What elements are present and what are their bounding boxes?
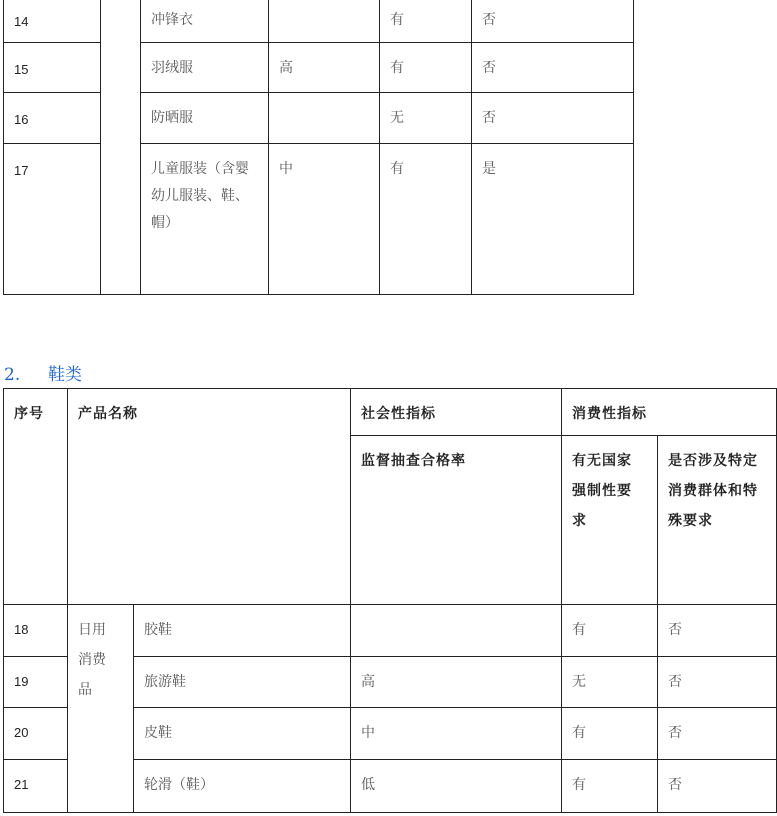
- product-name: 防晒服: [141, 93, 269, 144]
- product-name: 羽绒服: [141, 43, 269, 93]
- mandatory-requirement: 有: [380, 144, 472, 295]
- product-name: 胶鞋: [134, 605, 351, 657]
- product-name: 皮鞋: [134, 708, 351, 760]
- header-social-indicator: 社会性指标: [351, 389, 562, 436]
- special-requirement: 否: [658, 708, 777, 760]
- mandatory-requirement: 有: [562, 605, 658, 657]
- special-requirement: 是: [472, 144, 634, 295]
- section-heading: [4, 360, 82, 385]
- special-requirement: 否: [658, 657, 777, 708]
- special-requirement: 否: [472, 43, 634, 93]
- inspection-rate: [351, 605, 562, 657]
- product-name: 冲锋衣: [141, 0, 269, 43]
- mandatory-requirement: 有: [380, 43, 472, 93]
- table-row: [4, 43, 634, 93]
- mandatory-requirement: 无: [562, 657, 658, 708]
- special-requirement: 否: [472, 0, 634, 43]
- table-row: [4, 93, 634, 144]
- row-number: 18: [4, 605, 68, 657]
- inspection-rate: 高: [351, 657, 562, 708]
- table-row: [4, 605, 777, 657]
- header-product-name: 产品名称: [68, 389, 351, 605]
- special-requirement: 否: [658, 760, 777, 813]
- clothing-table: [3, 0, 634, 295]
- row-number: 17: [4, 144, 101, 295]
- table-row: [4, 144, 634, 295]
- special-requirement: 否: [472, 93, 634, 144]
- inspection-rate: 中: [269, 144, 380, 295]
- mandatory-requirement: 有: [562, 760, 658, 813]
- product-name: 轮滑（鞋）: [134, 760, 351, 813]
- header-inspection-rate: 监督抽查合格率: [351, 436, 562, 605]
- inspection-rate: 高: [269, 43, 380, 93]
- footwear-table: [3, 388, 777, 813]
- header-mandatory-requirement: 有无国家强制性要求: [562, 436, 658, 605]
- section-number: 2.: [4, 365, 21, 385]
- row-number: 21: [4, 760, 68, 813]
- header-seq: 序号: [4, 389, 68, 605]
- product-name: 儿童服装（含婴幼儿服装、鞋、帽）: [141, 144, 269, 295]
- mandatory-requirement: 有: [380, 0, 472, 43]
- product-name: 旅游鞋: [134, 657, 351, 708]
- section-title: 鞋类: [48, 365, 82, 385]
- category-cell: [101, 0, 141, 295]
- row-number: 20: [4, 708, 68, 760]
- category-cell: 日用消费品: [68, 605, 134, 813]
- inspection-rate: [269, 93, 380, 144]
- row-number: 14: [4, 0, 101, 43]
- row-number: 15: [4, 43, 101, 93]
- row-number: 19: [4, 657, 68, 708]
- row-number: 16: [4, 93, 101, 144]
- header-consumer-indicator: 消费性指标: [562, 389, 777, 436]
- special-requirement: 否: [658, 605, 777, 657]
- header-special-requirement: 是否涉及特定消费群体和特殊要求: [658, 436, 777, 605]
- table-row: [4, 0, 634, 43]
- inspection-rate: 中: [351, 708, 562, 760]
- mandatory-requirement: 有: [562, 708, 658, 760]
- inspection-rate: 低: [351, 760, 562, 813]
- mandatory-requirement: 无: [380, 93, 472, 144]
- table-header-row: [4, 389, 777, 436]
- inspection-rate: [269, 0, 380, 43]
